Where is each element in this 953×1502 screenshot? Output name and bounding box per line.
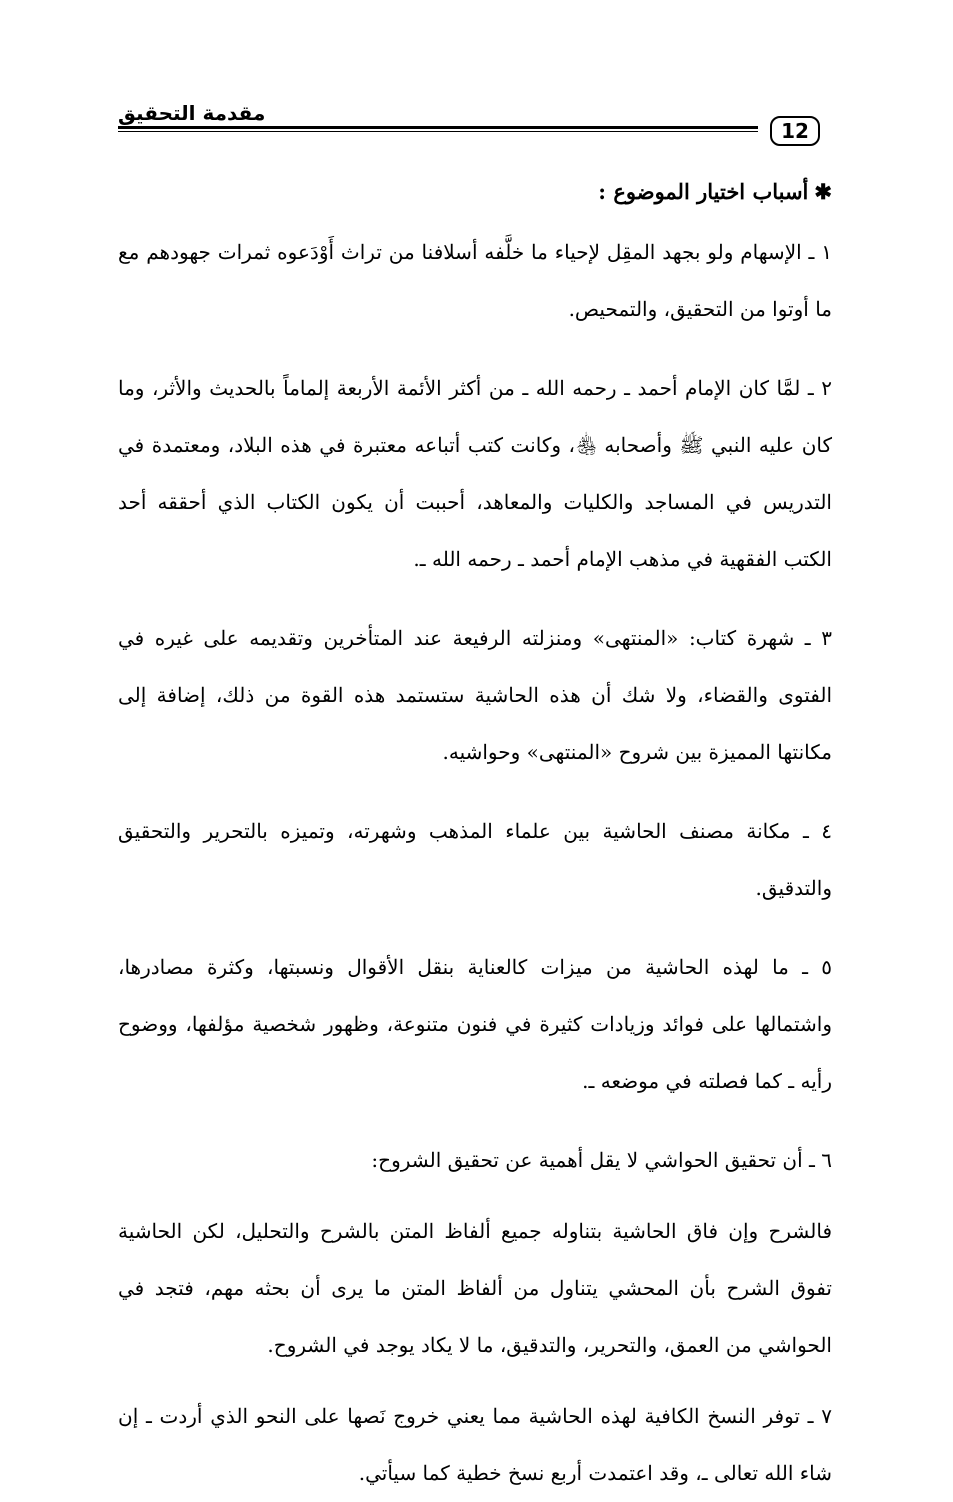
section-heading: [118, 160, 832, 224]
section-heading-text: أسباب اختيار الموضوع :: [598, 179, 809, 204]
reason-paragraph-2: ٢ ـ لمَّا كان الإمام أحمد ـ رحمه الله ـ من أكثر الأئمة الأربعة إلماماً بالحديث والأثر، وما كان عليه النبي ﷺ وأصحابه ﵃، وكانت كتب أتباعه معتبرة في هذه البلاد، ومعتمدة في التدريس في المساجد والكليات والمعاهد، أحببت أن يكون الكتاب الذي أحققه أحد الكتب الفقهية في مذهب الإمام أحمد ـ رحمه الله ـ.: [118, 376, 832, 571]
reason-paragraph-4: ٤ ـ مكانة مصنف الحاشية بين علماء المذهب وشهرته، وتميزه بالتحرير والتحقيق والتدقيق.: [118, 819, 832, 900]
reason-paragraph-6-detail: فالشرح وإن فاق الحاشية بتناوله جميع ألفاظ المتن بالشرح والتحليل، لكن الحاشية تفوق الشرح بأن المحشي يتناول من ألفاظ المتن ما يرى أن بحثه مهم، فتجد في الحواشي من العمق، والتحرير، والتدقيق، ما لا يكاد يوجد في الشروح.: [118, 1219, 833, 1357]
reason-paragraph-6: ٦ ـ أن تحقيق الحواشي لا يقل أهمية عن تحقيق الشروح:: [371, 1148, 832, 1172]
running-header-title: مقدمة التحقيق: [118, 101, 266, 125]
reason-paragraph-1: ١ ـ الإسهام ولو بجهد المقِل لإحياء ما خلَّفه أسلافنا من تراث أَوْدَعوه ثمرات جهودهم مع ما أوتوا من التحقيق، والتمحيص.: [118, 240, 832, 321]
header-rule: [118, 126, 758, 132]
page-number: 12: [770, 116, 820, 146]
reason-paragraph-5: ٥ ـ ما لهذه الحاشية من ميزات كالعناية بنقل الأقوال ونسبتها، وكثرة مصادرها، واشتمالها على فوائد وزيادات كثيرة في فنون متنوعة، وظهور شخصية مؤلفها، ووضوح رأيه ـ كما فصلته في موضعه ـ.: [118, 955, 832, 1093]
reason-paragraph-3: ٣ ـ شهرة كتاب: «المنتهى» ومنزلته الرفيعة عند المتأخرين وتقديمه على غيره في الفتوى والقضاء، ولا شك أن هذه الحاشية ستستمد هذه القوة من ذلك، إضافة إلى مكانتها المميزة بين شروح «المنتهى» وحواشيه.: [118, 626, 832, 764]
reason-paragraph-7: ٧ ـ توفر النسخ الكافية لهذه الحاشية مما يعني خروج نَصها على النحو الذي أردت ـ إن شاء الله تعالى ـ، وقد اعتمدت أربع نسخ خطية كما سيأتي.: [118, 1404, 832, 1485]
asterisk-icon: ✱: [814, 179, 832, 204]
page-body: [118, 160, 832, 1502]
